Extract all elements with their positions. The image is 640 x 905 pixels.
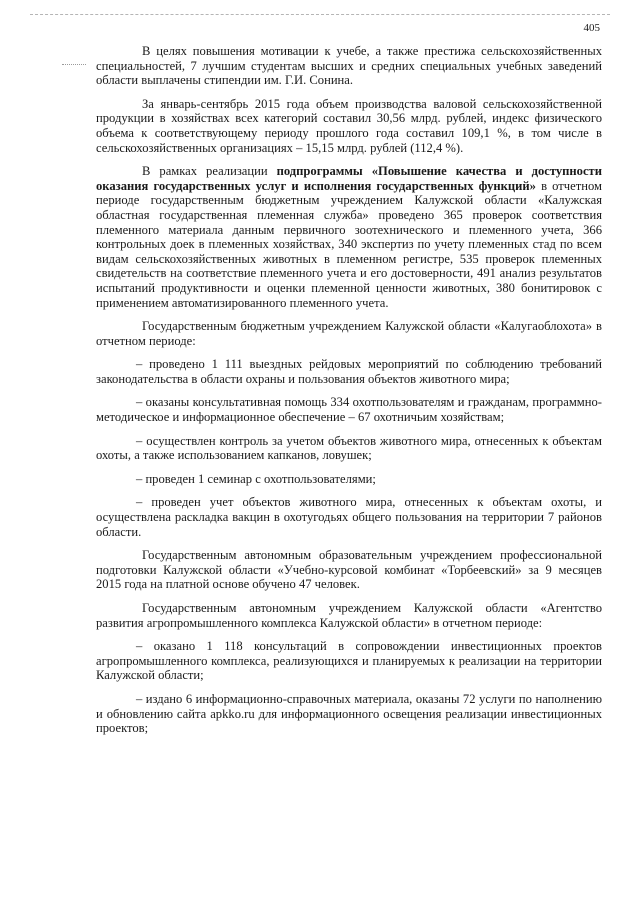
list-item-control: – осуществлен контроль за учетом объектов животного мира, отнесенных к объектам охоты, а также использованием капканов, ловушек; [96,433,602,463]
paragraph-agency: Государственным автономным учреждением Калужской области «Агентство развития агропромышленного комплекса Калужской области» в отчетном периоде: [96,601,602,630]
paragraph-scholarships: В целях повышения мотивации к учебе, а также престижа сельскохозяйственных специальностей, 7 лучшим студентам высших и средних специальных учебных заведений области выплачены стипендии им. Г.И. Сонина. [96,44,602,88]
list-item-investment-consultations: – оказано 1 118 консультаций в сопровождении инвестиционных проектов агропромышленного комплекса, реализующихся и планируемых к реализации на территории Калужской области; [96,639,602,683]
paragraph-subprogram-body: в отчетном периоде государственным бюджетным учреждением Калужской области «Калужская областная государственная племенная служба» проведено 365 проверок соответствия племенного материала данным первичного зоотехнического и племенного учета, 366 контрольных доек в племенных хозяйствах, 340 экспертиз по учету племенных стад по всем видам сельскохозяйственных животных в племенном регистре, 535 проверок племенных свидетельств на соответствие племенного учета и его достоверности, 491 анализ результатов испытаний продуктивности и оценки племенной ценности животных, 380 бонитировок с применением автоматизированного племенного учета. [96,178,602,310]
list-item-vaccines: – проведен учет объектов животного мира, отнесенных к объектам охоты, и осуществлена раскладка вакцин в охотугодьях общего пользования на территории 7 районов области. [96,495,602,539]
list-item-seminar: – проведен 1 семинар с охотпользователями; [136,471,376,486]
subprogram-title: подпрограммы «Повышение качества и доступности оказания государственных услуг и исполнения государственных функций» [96,164,602,193]
paragraph-subprogram [96,164,602,310]
list-item-raids: – проведено 1 111 выездных рейдовых мероприятий по соблюдению требований законодательства в области охраны и пользования объектов животного мира; [96,357,602,386]
paragraph-production-volume: За январь-сентябрь 2015 года объем производства валовой сельскохозяйственной продукции в хозяйствах всех категорий составил 30,56 млрд. рублей, индекс физического объема к соответствующему периоду прошлого года составил 109,1 %, в том числе в сельскохозяйственных организациях – 15,15 млрд. рублей (112,4 %). [96,96,602,155]
scan-artifact-line [30,14,610,15]
paragraph-torbeevsky: Государственным автономным образовательным учреждением профессиональной подготовки Калужской области «Учебно-курсовой комбинат «Торбеевский» за 9 месяцев 2015 года на платной основе обучено 47 человек. [96,548,602,592]
scan-artifact-mark [62,64,86,65]
list-item-publications: – издано 6 информационно-справочных материала, оказаны 72 услуги по наполнению и обновлению сайта apkko.ru для информационного освещения реализации инвестиционных проектов; [96,691,602,736]
paragraph-kalugaoblokhota: Государственным бюджетным учреждением Калужской области «Калугаоблохота» в отчетном периоде: [96,319,602,348]
paragraph-subprogram-lead: В рамках реализации [142,164,277,179]
document-body [96,44,602,745]
list-item-consultations: – оказаны консультативная помощь 334 охотпользователям и гражданам, программно-методическое и информационное обеспечение – 67 охотничьим хозяйствам; [96,395,602,425]
page-number: 405 [583,22,600,34]
